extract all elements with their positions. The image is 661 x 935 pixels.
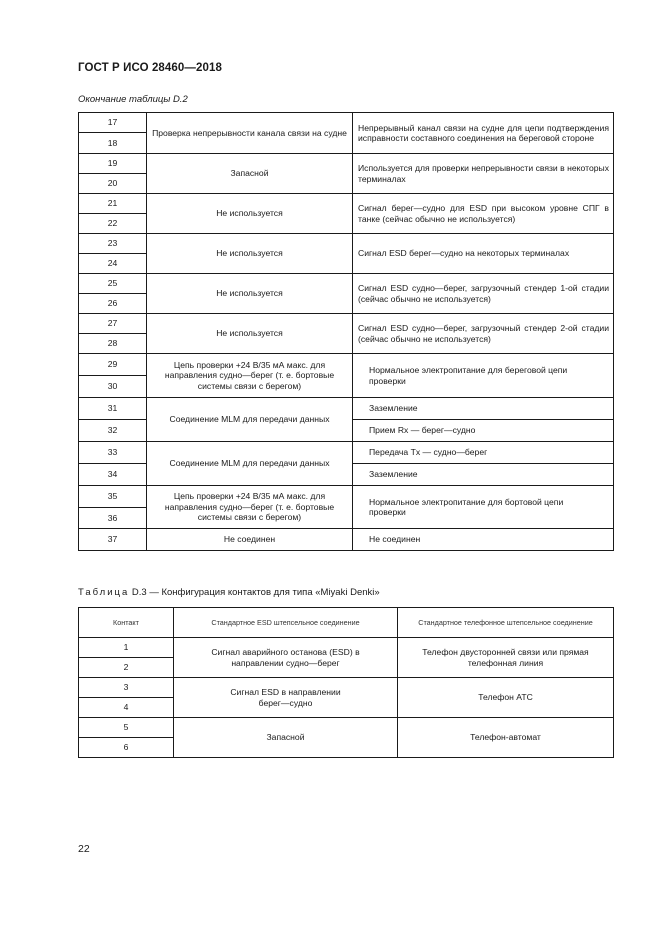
column-header: Стандартное телефонное штепсельное соединение: [398, 608, 614, 638]
contact-number: 5: [79, 718, 174, 738]
contact-number: 23: [79, 234, 147, 254]
contacts-table-d3: [78, 607, 614, 758]
table-row: [79, 678, 614, 698]
contact-number: 26: [79, 294, 147, 314]
table-row: [79, 638, 614, 658]
contact-number: 34: [79, 464, 147, 486]
contact-function: Цепь проверки +24 В/35 мА макс. для направления судно—берег (т. е. бортовые системы связи с берегом): [147, 354, 353, 398]
contact-description: Прием Rx — берег—судно: [353, 420, 614, 442]
table-row: [79, 718, 614, 738]
contact-description: Сигнал берег—судно для ESD при высоком уровне СПГ в танке (сейчас обычно не используется): [353, 194, 614, 234]
contact-number: 18: [79, 133, 147, 154]
page-number: 22: [78, 843, 90, 855]
contact-function: Не используется: [147, 274, 353, 314]
contact-number: 28: [79, 334, 147, 354]
document-header: ГОСТ Р ИСО 28460—2018: [78, 62, 223, 74]
contacts-table-d2: [78, 112, 614, 551]
table-row: [79, 234, 614, 254]
esd-connection: Сигнал ESD в направлении берег—судно: [174, 678, 398, 718]
table-row: [79, 154, 614, 174]
contact-function: Не соединен: [147, 529, 353, 551]
table-row: [79, 354, 614, 376]
contact-description: Не соединен: [353, 529, 614, 551]
contact-description: Сигнал ESD берег—судно на некоторых терминалах: [353, 234, 614, 274]
table-caption: Окончание таблицы D.2: [78, 94, 188, 105]
contact-number: 19: [79, 154, 147, 174]
contact-function: Не используется: [147, 314, 353, 354]
contact-number: 24: [79, 254, 147, 274]
contact-description: Непрерывный канал связи на судне для цепи подтверждения исправности составного соединения на береговой стороне: [353, 113, 614, 154]
table-row: [79, 442, 614, 464]
contact-description: Сигнал ESD судно—берег, загрузочный стендер 1-ой стадии (сейчас обычно не используется): [353, 274, 614, 314]
esd-connection: Сигнал аварийного останова (ESD) в направлении судно—берег: [174, 638, 398, 678]
column-header: Стандартное ESD штепсельное соединение: [174, 608, 398, 638]
contact-number: 1: [79, 638, 174, 658]
contact-number: 31: [79, 398, 147, 420]
table-row: [79, 274, 614, 294]
column-header: Контакт: [79, 608, 174, 638]
table-row: [79, 113, 614, 133]
contact-description: Сигнал ESD судно—берег, загрузочный стендер 2-ой стадии (сейчас обычно не используется): [353, 314, 614, 354]
contact-number: 33: [79, 442, 147, 464]
table-row: [79, 194, 614, 214]
contact-function: Запасной: [147, 154, 353, 194]
contact-number: 35: [79, 486, 147, 508]
contact-number: 20: [79, 174, 147, 194]
contact-function: Соединение MLM для передачи данных: [147, 442, 353, 486]
contact-number: 3: [79, 678, 174, 698]
contact-description: Нормальное электропитание для бортовой цепи проверки: [353, 486, 614, 529]
contact-number: 36: [79, 508, 147, 529]
phone-connection: Телефон двусторонней связи или прямая телефонная линия: [398, 638, 614, 678]
contact-number: 6: [79, 738, 174, 758]
contact-number: 27: [79, 314, 147, 334]
contact-description: Передача Tx — судно—берег: [353, 442, 614, 464]
contact-number: 29: [79, 354, 147, 376]
contact-function: Соединение MLM для передачи данных: [147, 398, 353, 442]
phone-connection: Телефон-автомат: [398, 718, 614, 758]
phone-connection: Телефон АТС: [398, 678, 614, 718]
table-header-row: [79, 608, 614, 638]
table-row: [79, 314, 614, 334]
contact-description: Заземление: [353, 464, 614, 486]
contact-description: Нормальное электропитание для береговой цепи проверки: [353, 354, 614, 398]
contact-number: 25: [79, 274, 147, 294]
contact-description: Используется для проверки непрерывности связи в некоторых терминалах: [353, 154, 614, 194]
contact-number: 37: [79, 529, 147, 551]
contact-number: 21: [79, 194, 147, 214]
table-caption-d3: [78, 587, 380, 598]
contact-number: 30: [79, 376, 147, 398]
contact-number: 2: [79, 658, 174, 678]
contact-function: Проверка непрерывности канала связи на судне: [147, 113, 353, 154]
caption-label: Таблица: [78, 587, 130, 598]
contact-number: 32: [79, 420, 147, 442]
contact-number: 4: [79, 698, 174, 718]
esd-connection: Запасной: [174, 718, 398, 758]
contact-function: Цепь проверки +24 В/35 мА макс. для направления судно—берег (т. е. бортовые системы связи с берегом): [147, 486, 353, 529]
contact-function: Не используется: [147, 194, 353, 234]
table-row: [79, 486, 614, 508]
table-row: [79, 398, 614, 420]
caption-text: D.3 — Конфигурация контактов для типа «Miyaki Denki»: [131, 587, 380, 598]
contact-description: Заземление: [353, 398, 614, 420]
contact-number: 17: [79, 113, 147, 133]
contact-function: Не используется: [147, 234, 353, 274]
table-row: [79, 529, 614, 551]
contact-number: 22: [79, 214, 147, 234]
